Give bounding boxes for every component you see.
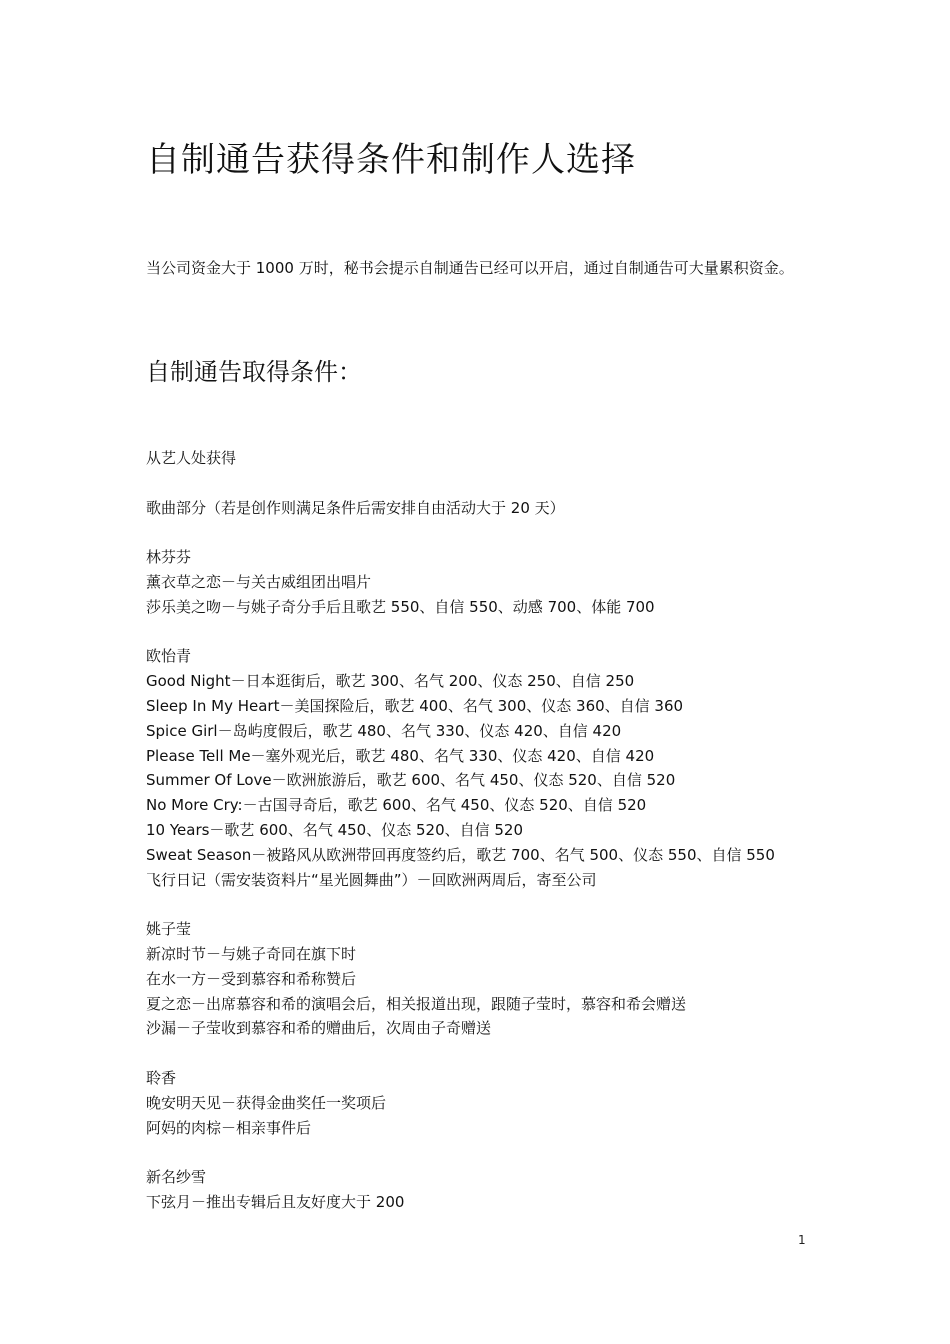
intro-paragraph: 当公司资金大于 1000 万时，秘书会提示自制通告已经可以开启，通过自制通告可大量累积资金。 (146, 259, 794, 277)
song-section-label: 歌曲部分（若是创作则满足条件后需安排自由活动大于 20 天） (146, 498, 565, 517)
artist-name: 新名纱雪 (146, 1168, 207, 1187)
song-condition: 10 Years－歌艺 600、名气 450、仪态 520、自信 520 (146, 820, 524, 839)
song-condition: 阿妈的肉棕－相亲事件后 (146, 1118, 312, 1137)
source-label: 从艺人处获得 (146, 449, 237, 467)
artist-name: 姚子莹 (146, 920, 192, 939)
song-condition: Good Night－日本逛街后，歌艺 300、名气 200、仪态 250、自信 250 (146, 672, 635, 691)
artist-name: 聆香 (146, 1068, 177, 1087)
song-condition: 在水一方－受到慕容和希称赞后 (146, 969, 357, 988)
song-condition: 薰衣草之恋－与关古威组团出唱片 (146, 572, 372, 591)
page-title: 自制通告获得条件和制作人选择 (146, 140, 636, 180)
song-condition: 晚安明天见－获得金曲奖任一奖项后 (146, 1093, 387, 1112)
artist-name: 欧怡青 (146, 647, 192, 666)
song-condition: 下弦月－推出专辑后且友好度大于 200 (146, 1192, 405, 1211)
song-condition: Sleep In My Heart－美国探险后，歌艺 400、名气 300、仪态 360、自信 360 (146, 696, 684, 715)
song-condition: Please Tell Me－塞外观光后，歌艺 480、名气 330、仪态 420、自信 420 (146, 746, 655, 765)
song-condition: 新凉时节－与姚子奇同在旗下时 (146, 944, 357, 963)
song-condition: Summer Of Love－欧洲旅游后，歌艺 600、名气 450、仪态 520、自信 520 (146, 771, 676, 790)
song-condition: 沙漏－子莹收到慕容和希的赠曲后，次周由子奇赠送 (146, 1019, 492, 1038)
song-condition: Spice Girl－岛屿度假后，歌艺 480、名气 330、仪态 420、自信 420 (146, 721, 622, 740)
artist-name: 林芬芬 (146, 548, 192, 567)
page-number: 1 (798, 1233, 806, 1247)
content-body (146, 446, 846, 1215)
song-condition: No More Cry:－古国寻奇后，歌艺 600、名气 450、仪态 520、自信 520 (146, 796, 647, 815)
song-condition: 莎乐美之吻－与姚子奇分手后且歌艺 550、自信 550、动感 700、体能 700 (146, 597, 655, 616)
section-heading: 自制通告取得条件： (146, 358, 362, 386)
song-condition: Sweat Season－被路风从欧洲带回再度签约后，歌艺 700、名气 500、仪态 550、自信 550 (146, 845, 775, 864)
song-condition: 飞行日记（需安装资料片“星光圆舞曲”）－回欧洲两周后，寄至公司 (146, 870, 597, 889)
song-condition: 夏之恋－出席慕容和希的演唱会后，相关报道出现，跟随子莹时，慕容和希会赠送 (146, 994, 687, 1013)
